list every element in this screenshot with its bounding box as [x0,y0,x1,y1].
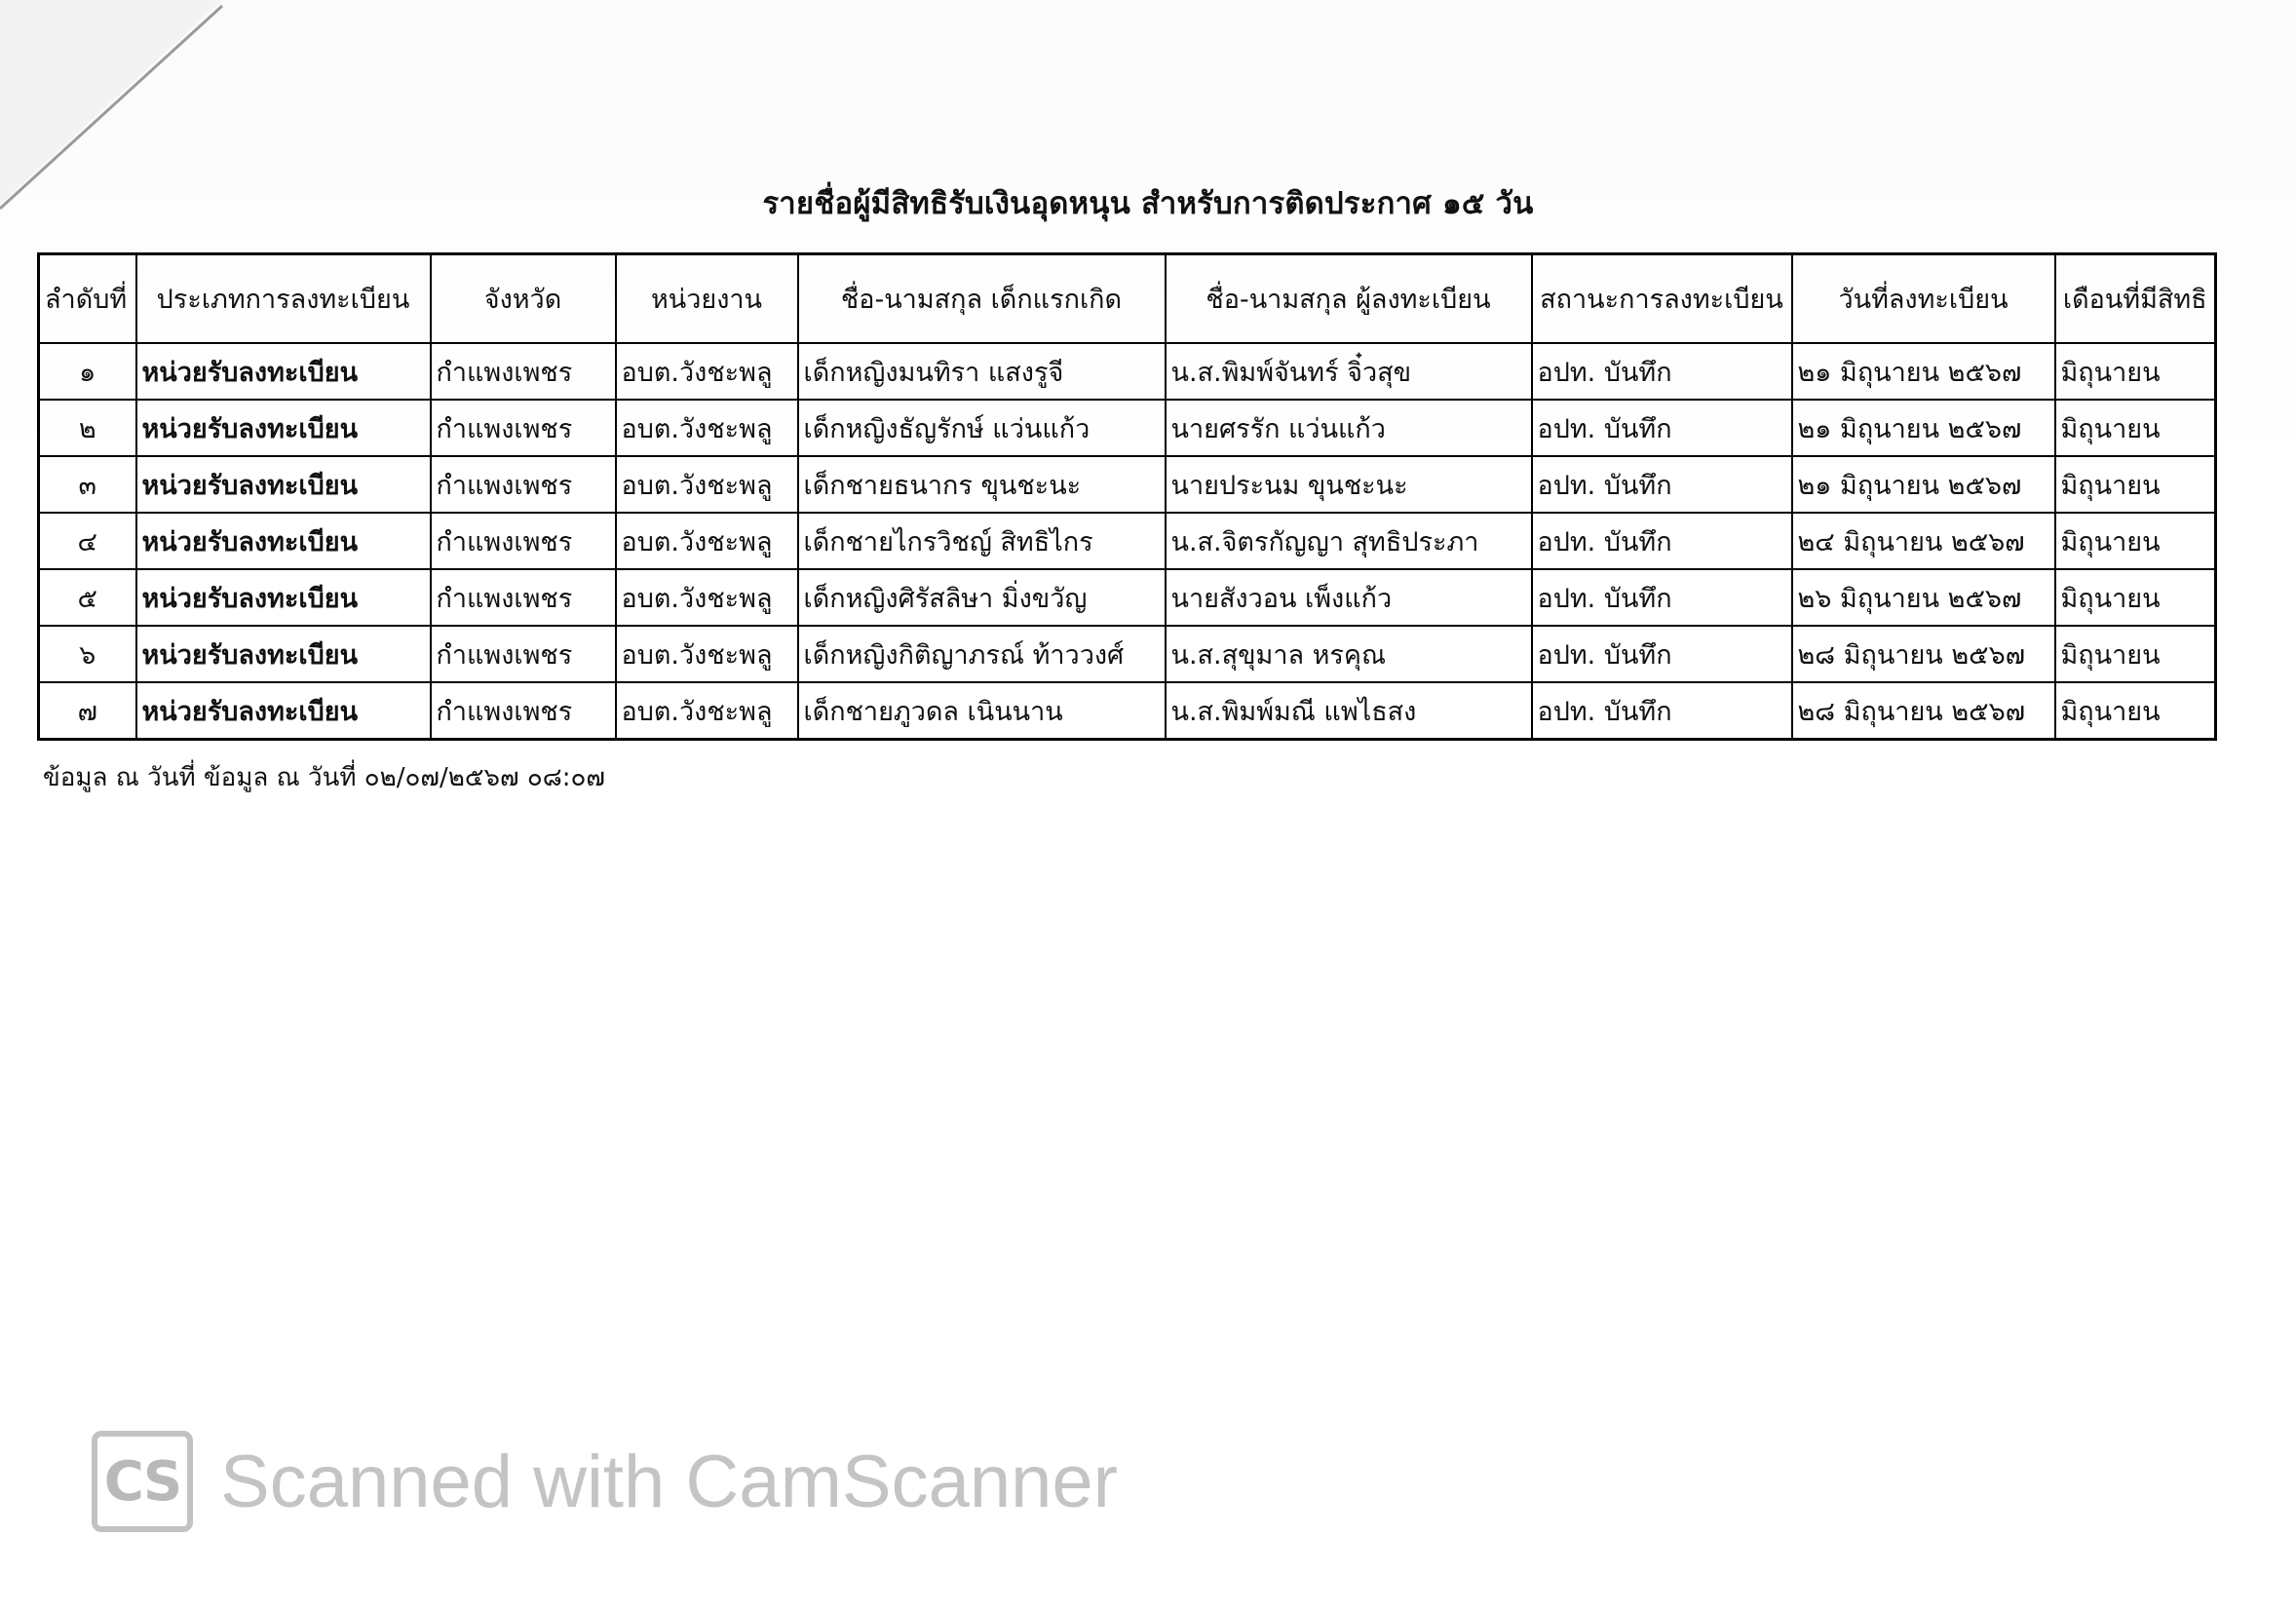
cell-eligible-month: มิถุนายน [2055,343,2216,400]
cell-order: ๒ [39,400,136,456]
table-row [39,513,2216,569]
cell-province: กำแพงเพชร [431,456,616,513]
cell-registration-type: หน่วยรับลงทะเบียน [136,513,431,569]
cell-order: ๕ [39,569,136,626]
cell-eligible-month: มิถุนายน [2055,513,2216,569]
camscanner-logo-text: CS [103,1449,181,1514]
cell-newborn-name: เด็กหญิงศิรัสลิษา มิ่งขวัญ [798,569,1166,626]
cell-province: กำแพงเพชร [431,343,616,400]
table-row [39,569,2216,626]
cell-registrant-name: นายสังวอน เพ็งแก้ว [1166,569,1532,626]
cell-registrant-name: นายประนม ขุนชะนะ [1166,456,1532,513]
table-header-row [39,254,2216,344]
cell-province: กำแพงเพชร [431,513,616,569]
header-province: จังหวัด [431,254,616,344]
document-title: รายชื่อผู้มีสิทธิรับเงินอุดหนุน สำหรับการติดประกาศ ๑๕ วัน [762,186,1534,221]
cell-newborn-name: เด็กชายธนากร ขุนชะนะ [798,456,1166,513]
cell-order: ๓ [39,456,136,513]
table-row [39,456,2216,513]
cell-agency: อบต.วังชะพลู [616,569,798,626]
cell-eligible-month: มิถุนายน [2055,456,2216,513]
cell-registrant-name: น.ส.สุขุมาล หรคุณ [1166,626,1532,682]
cell-newborn-name: เด็กชายภูวดล เนินนาน [798,682,1166,740]
cell-newborn-name: เด็กชายไกรวิชญ์ สิทธิไกร [798,513,1166,569]
cell-newborn-name: เด็กหญิงมนทิรา แสงรูจี [798,343,1166,400]
cell-province: กำแพงเพชร [431,682,616,740]
cell-order: ๗ [39,682,136,740]
camscanner-watermark-text: Scanned with CamScanner [220,1440,1118,1523]
cell-registrant-name: น.ส.จิตรกัญญา สุทธิประภา [1166,513,1532,569]
cell-newborn-name: เด็กหญิงกิติญาภรณ์ ท้าววงศ์ [798,626,1166,682]
cell-registrant-name: นายศรรัก แว่นแก้ว [1166,400,1532,456]
cell-registration-date: ๒๑ มิถุนายน ๒๕๖๗ [1792,456,2055,513]
cell-registration-date: ๒๔ มิถุนายน ๒๕๖๗ [1792,513,2055,569]
header-registrant-name: ชื่อ-นามสกุล ผู้ลงทะเบียน [1166,254,1532,344]
cell-registration-type: หน่วยรับลงทะเบียน [136,682,431,740]
cell-registration-type: หน่วยรับลงทะเบียน [136,343,431,400]
cell-registration-type: หน่วยรับลงทะเบียน [136,626,431,682]
cell-registration-type: หน่วยรับลงทะเบียน [136,400,431,456]
table-row [39,343,2216,400]
cell-order: ๔ [39,513,136,569]
cell-agency: อบต.วังชะพลู [616,682,798,740]
cell-registration-date: ๒๑ มิถุนายน ๒๕๖๗ [1792,400,2055,456]
data-timestamp-note: ข้อมูล ณ วันที่ ข้อมูล ณ วันที่ ๐๒/๐๗/๒๕๖๗ ๐๘:๐๗ [43,763,605,792]
camscanner-watermark [92,1430,1118,1533]
cell-agency: อบต.วังชะพลู [616,343,798,400]
cell-registration-status: อปท. บันทึก [1532,456,1792,513]
cell-registration-date: ๒๘ มิถุนายน ๒๕๖๗ [1792,682,2055,740]
cell-registration-date: ๒๖ มิถุนายน ๒๕๖๗ [1792,569,2055,626]
cell-eligible-month: มิถุนายน [2055,626,2216,682]
cell-eligible-month: มิถุนายน [2055,569,2216,626]
camscanner-logo-icon [92,1431,193,1532]
header-registration-status: สถานะการลงทะเบียน [1532,254,1792,344]
cell-province: กำแพงเพชร [431,400,616,456]
cell-order: ๖ [39,626,136,682]
cell-registration-status: อปท. บันทึก [1532,626,1792,682]
cell-registration-type: หน่วยรับลงทะเบียน [136,456,431,513]
header-registration-type: ประเภทการลงทะเบียน [136,254,431,344]
header-eligible-month: เดือนที่มีสิทธิ [2055,254,2216,344]
header-newborn-name: ชื่อ-นามสกุล เด็กแรกเกิด [798,254,1166,344]
cell-agency: อบต.วังชะพลู [616,626,798,682]
cell-registration-status: อปท. บันทึก [1532,569,1792,626]
cell-registration-type: หน่วยรับลงทะเบียน [136,569,431,626]
cell-eligible-month: มิถุนายน [2055,400,2216,456]
cell-registration-status: อปท. บันทึก [1532,513,1792,569]
table-row [39,400,2216,456]
header-agency: หน่วยงาน [616,254,798,344]
table-row [39,682,2216,740]
header-registration-date: วันที่ลงทะเบียน [1792,254,2055,344]
cell-province: กำแพงเพชร [431,569,616,626]
cell-registration-status: อปท. บันทึก [1532,682,1792,740]
cell-agency: อบต.วังชะพลู [616,456,798,513]
cell-newborn-name: เด็กหญิงธัญรักษ์ แว่นแก้ว [798,400,1166,456]
beneficiary-table-container [37,252,2214,741]
cell-province: กำแพงเพชร [431,626,616,682]
cell-order: ๑ [39,343,136,400]
cell-eligible-month: มิถุนายน [2055,682,2216,740]
cell-agency: อบต.วังชะพลู [616,513,798,569]
cell-registrant-name: น.ส.พิมพ์มณี แพไธสง [1166,682,1532,740]
cell-registration-date: ๒๑ มิถุนายน ๒๕๖๗ [1792,343,2055,400]
table-row [39,626,2216,682]
cell-agency: อบต.วังชะพลู [616,400,798,456]
cell-registration-status: อปท. บันทึก [1532,343,1792,400]
beneficiary-table [37,252,2217,741]
header-order: ลำดับที่ [39,254,136,344]
cell-registration-date: ๒๘ มิถุนายน ๒๕๖๗ [1792,626,2055,682]
cell-registration-status: อปท. บันทึก [1532,400,1792,456]
cell-registrant-name: น.ส.พิมพ์จันทร์ จิ๋วสุข [1166,343,1532,400]
